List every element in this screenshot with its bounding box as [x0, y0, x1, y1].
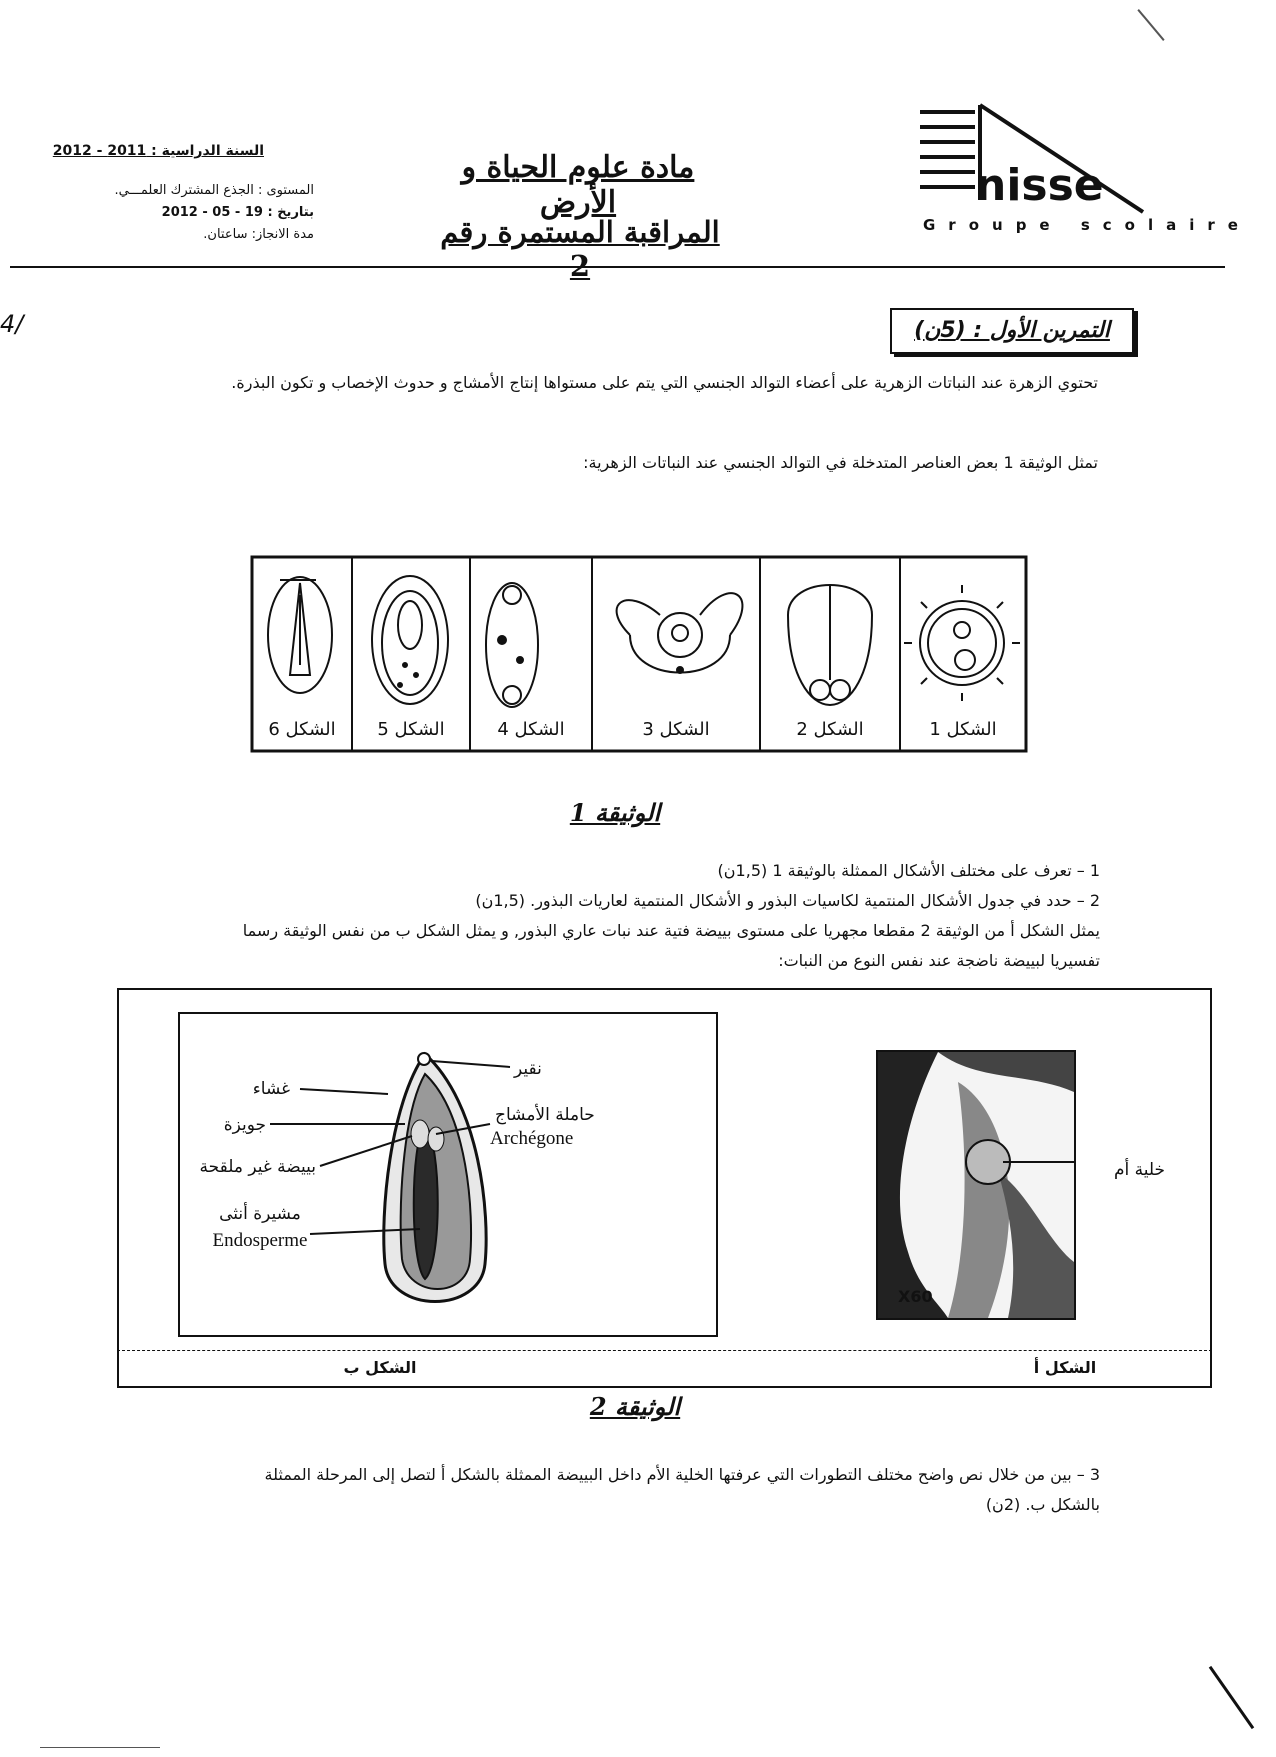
exercise-title-box: [890, 308, 1134, 354]
question-1: 1 – تعرف على مختلف الأشكال الممثلة بالوثيقة 1 (1,5ن): [717, 861, 1100, 880]
figure-6-label: الشكل 6: [268, 719, 336, 740]
school-year: [14, 140, 264, 162]
figure-1-label: الشكل 1: [929, 719, 997, 740]
duration-line: مدة الانجاز: ساعتان.: [203, 227, 314, 242]
exercise-intro: تحتوي الزهرة عند النباتات الزهرية على أعضاء التوالد الجنسي التي يتم على مستواها إنتاج الأمشاج و حدوث الإخصاب و تكون البذرة.: [231, 373, 1098, 392]
scan-mark-footer: [40, 1747, 160, 1748]
label-endosperm-fr: Endosperme: [212, 1230, 308, 1251]
label-micropyle: نقير: [514, 1059, 542, 1079]
figure-b-drawing: [180, 1014, 716, 1335]
school-logo: [905, 100, 1251, 240]
doc2-caption: الوثيقة 2: [589, 1392, 681, 1421]
margin-mark: 4/: [0, 310, 24, 338]
figure-5-label: الشكل 5: [377, 719, 445, 740]
exercise-title: التمرين الأول : (5ن): [914, 318, 1110, 343]
label-archegone-fr: Archégone: [490, 1128, 574, 1149]
doc2-intro: يمثل الشكل أ من الوثيقة 2 مقطعا مجهريا على مستوى بييضة فتية عند نبات عاري البذور, و يمثل الشكل ب من نفس الوثيقة رسما تفسيريا لبييضة ناضجة عند نفس النوع من النبات:: [242, 921, 1100, 970]
scan-mark-top: [1137, 9, 1164, 41]
figure-a-label: الشكل أ: [1033, 1358, 1097, 1377]
figure-2-label: الشكل 2: [796, 719, 864, 740]
exam-title: المراقبة المستمرة رقم 2: [440, 215, 720, 283]
figure-3-label: الشكل 3: [642, 719, 710, 740]
school-year-text: السنة الدراسية : 2011 - 2012: [52, 143, 264, 159]
doc1-intro: تمثل الوثيقة 1 بعض العناصر المتدخلة في التوالد الجنسي عند النباتات الزهرية:: [583, 453, 1098, 472]
subject-title: مادة علوم الحياة و الأرض: [461, 150, 695, 220]
logo-graphic: [905, 100, 1251, 240]
label-mother-cell: خلية أم: [1113, 1160, 1165, 1180]
logo-name: nisse: [975, 160, 1104, 211]
question-2: 2 – حدد في جدول الأشكال المنتمية لكاسيات البذور و الأشكال المنتمية لعاريات البذور. (1,5ن): [475, 891, 1100, 910]
doc1-figures: [250, 555, 1030, 755]
label-archegone-ar: حاملة الأمشاج: [495, 1105, 595, 1125]
label-ovule: بييضة غير ملقحة: [199, 1157, 316, 1177]
doc2-inner-divider: [117, 1350, 1212, 1351]
figure-a-panel: [876, 1050, 1076, 1320]
question-3: 3 – بين من خلال نص واضح مختلف التطورات التي عرفتها الخلية الأم داخل البييضة الممثلة بالشكل أ لتصل إلى المرحلة الممثلة بالشكل ب. (2ن): [264, 1465, 1100, 1514]
figure-a-micrograph: [878, 1052, 1074, 1318]
header-divider: [10, 266, 1225, 268]
logo-subtitle: Groupe scolaire: [923, 216, 1251, 234]
label-nucellus: جويزة: [223, 1115, 266, 1135]
date-line: بتاريخ : 19 - 05 - 2012: [161, 205, 314, 220]
doc1-caption: الوثيقة 1: [569, 798, 661, 827]
doc1-figure-strip: [250, 555, 1030, 755]
figure-b-panel: [178, 1012, 718, 1337]
label-membrane: غشاء: [252, 1079, 290, 1099]
figure-b-label: الشكل ب: [343, 1358, 417, 1377]
scan-mark-bottom: [1209, 1666, 1254, 1729]
exam-info: [30, 180, 314, 246]
level-line: المستوى : الجذع المشترك العلمـــي.: [114, 183, 314, 198]
figure-4-label: الشكل 4: [497, 719, 565, 740]
label-endosperm-ar: مشيرة أنثى: [219, 1204, 301, 1224]
magnification-label: X60: [898, 1287, 933, 1306]
